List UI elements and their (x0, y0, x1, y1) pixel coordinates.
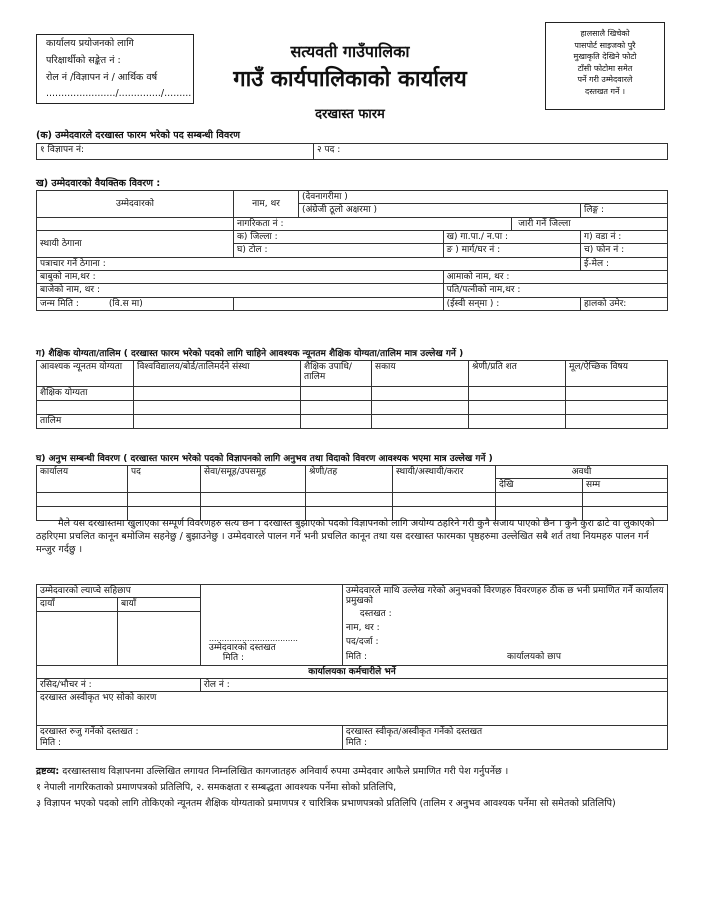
exp-cell[interactable] (37, 492, 128, 506)
edu-cell[interactable] (469, 387, 566, 401)
reject-reason-field[interactable]: दरखास्त अस्वीकृत भए सोको कारण (37, 692, 668, 726)
checker-date: मिति : (40, 737, 62, 748)
col-faculty: सकाय (372, 361, 469, 387)
office-name: गाउँ कार्यपालिकाको कार्यालय (233, 67, 467, 92)
photo-line: पासपोर्ट साइजको पुरै (574, 40, 636, 50)
mailing-address-field[interactable]: पत्राचार गर्ने ठेगाना : (37, 257, 581, 270)
notes-intro (36, 766, 676, 779)
municipality-field[interactable]: ख) गा.पा./ न.पा : (443, 231, 580, 244)
approver-signature-field[interactable] (342, 726, 667, 750)
education-table (36, 360, 668, 429)
col-period: अवधी (496, 466, 668, 479)
age-field[interactable]: हालको उमेर: (581, 297, 668, 310)
staff-heading: कार्यालयका कर्मचारीले भर्ने (37, 665, 668, 678)
verifier-signature: दस्तखत : (359, 608, 392, 619)
col-to: सम्म (583, 479, 668, 492)
edu-cell[interactable] (469, 401, 566, 415)
roll-field[interactable]: रोल नं : (200, 679, 667, 692)
col-service: सेवा/समूह/उपसमूह (201, 466, 306, 493)
office-use-line4: ......................./............../......... (46, 88, 192, 99)
edu-cell[interactable] (134, 401, 301, 415)
photo-box-text (545, 28, 665, 98)
verification-text: उम्मेदवारले माथि उल्लेख गरेको अनुभवको विरणहरु विवरणहरु ठीक छ भनी प्रमाणित गर्ने कार्यालय प्रमुखको (345, 586, 664, 607)
col-office: कार्यालय (37, 466, 128, 493)
edu-cell[interactable] (372, 401, 469, 415)
exp-cell[interactable] (393, 492, 496, 506)
col-subject: मूल/ऐच्छिक विषय (566, 361, 668, 387)
issued-district-field[interactable]: जारी गर्ने जिल्ला (512, 217, 668, 230)
office-use-line3: रोल नं /विज्ञापन नं / आर्थिक वर्ष (46, 72, 158, 83)
office-seal-label: कार्यालयको छाप (506, 651, 561, 662)
approver-date: मिति : (345, 737, 367, 748)
photo-line: दस्तखत गर्ने । (584, 86, 626, 96)
col-level: श्रेणी/तह (306, 466, 393, 493)
candidate-date-label: मिति : (222, 653, 244, 664)
candidate-signature-label: उम्मेदवारको दस्तखत (208, 643, 276, 653)
checker-label: दरखास्त रुजु गर्नेको दस्तखत : (40, 727, 139, 738)
dob-label: जन्म मिति : (वि.स मा) (37, 297, 234, 310)
tole-field[interactable]: घ) टोल : (234, 244, 444, 257)
office-use-line2: परिक्षार्थीको सङ्केत नं : (46, 55, 121, 66)
candidate-signature-cell[interactable] (200, 585, 342, 666)
gender-field[interactable]: लिङ्ग : (581, 204, 668, 217)
citizenship-field[interactable]: नागरिकता नं : (234, 217, 512, 230)
edu-cell[interactable] (134, 387, 301, 401)
verifier-name: नाम, थर : (345, 623, 380, 634)
col-type: स्थायी/अस्थायी/करार (393, 466, 496, 493)
left-thumb-box[interactable] (118, 611, 201, 665)
row-training-label: तालिम (37, 415, 134, 429)
training-cell[interactable] (134, 415, 301, 429)
section-k-heading: (क) उम्मेदवारले दरखास्त फारम भरेको पद सम्बन्धी विवरण (36, 130, 241, 141)
exp-cell[interactable] (496, 492, 583, 506)
exp-cell[interactable] (201, 492, 306, 506)
photo-line: मुखाकृति देखिने फोटो (573, 52, 637, 62)
ward-field[interactable]: ग) वडा नं : (581, 231, 668, 244)
spouse-name-field[interactable]: पति/पत्नीको नाम,थर : (443, 284, 667, 297)
permanent-address-label: स्थायी ठेगाना (37, 231, 234, 258)
notes-intro-text: दरखास्तसाथ विज्ञापनमा उल्लिखित लगायत निम्नलिखित कागजातहरु अनिवार्य रुपमा उम्मेदवार आफैले प्रमाणित गरी पेश गर्नुपर्नेछ । (62, 766, 509, 777)
district-field[interactable]: क) जिल्ला : (234, 231, 444, 244)
verifier-date: मिति : (345, 651, 367, 662)
col-degree: शैक्षिक उपाधि/तालिम (301, 361, 372, 387)
email-field[interactable]: ई-मेल : (581, 257, 668, 270)
exp-cell[interactable] (583, 492, 668, 506)
checker-signature-field[interactable] (37, 726, 343, 750)
declaration-text: मैले यस दरखास्तमा खुलाएका सम्पूर्ण विवरणहरु सत्य छन । दरखास्त बुझाएको पदको विज्ञापनको लागि अयोग्य ठहरिने गरी कुनै सजाय पाएको छैन । कुनै कुरा ढाटे वा लुकाएको ठहरिएमा प्रचलित कानून बमोजिम सहनेछु / बुझाउनेछु । उम्मेदवारले पालन गर्ने भनी प्रचलित कानून तथा यस दरखास्त फारमका पृष्ठहरुमा उल्लेखित सबै शर्त तथा नियमहरु पालन गर्न मन्जुर गर्दछु । (36, 518, 655, 555)
edu-cell[interactable] (301, 387, 372, 401)
signature-dots: ................................... (208, 633, 298, 643)
right-thumb-label: दायाँ (37, 598, 118, 611)
candidate-label: उम्मेदवारको (37, 191, 234, 218)
phone-field[interactable]: च) फोन नं : (581, 244, 668, 257)
name-devanagari-field[interactable]: (देवनागरीमा ) (299, 191, 668, 204)
notes-item3: ३ विज्ञापन भएको पदको लागि तोकिएको न्यूनतम शैक्षिक योग्यताको प्रमाणपत्र र चारित्रिक प्रभाणपत्रको प्रतिलिपि (तालिम र अनुभव आवश्यक पर्नेमा सो समेतको प्रतिलिपि) (36, 798, 616, 809)
left-thumb-label: बायाँ (118, 598, 201, 611)
municipality-name: सत्यवती गाउँपालिका (290, 42, 410, 61)
edu-cell[interactable] (566, 401, 668, 415)
training-cell[interactable] (372, 415, 469, 429)
photo-line: टाँसी फोटोमा समेत (577, 63, 633, 73)
verifier-designation: पद/दर्जा : (345, 637, 379, 648)
section-kh-heading: ख) उम्मेदवारको वैयक्तिक विवरण : (36, 178, 161, 189)
training-cell[interactable] (469, 415, 566, 429)
exp-cell[interactable] (306, 492, 393, 506)
father-name-field[interactable]: बाबुको नाम,थर : (37, 271, 444, 284)
blank-cell (37, 217, 234, 230)
section-gh-heading: घ) अनुभ सम्बन्धी विवरण ( दरखास्त फारम भरेको पदको विज्ञापनको लागि अनुभव तथा विदाको विवरण आवश्यक भएमा मात्र उल्लेख गर्ने ) (36, 454, 493, 464)
section-k-table (36, 143, 668, 160)
section-g-heading: ग) शैक्षिक योग्यता/तालिम ( दरखास्त फारम भरेको पदको लागि चाहिने आवश्यक न्यूनतम शैक्षिक योग्यता/तालिम मात्र उल्लेख गर्ने ) (36, 349, 464, 359)
vigyapan-field[interactable]: १ विज्ञापन नं: (37, 144, 314, 160)
dob-bs-field[interactable] (234, 297, 444, 310)
approver-label: दरखास्त स्वीकृत/अस्वीकृत गर्नेको दस्तखत (345, 727, 483, 738)
col-post: पद (128, 466, 201, 493)
edu-cell[interactable] (566, 387, 668, 401)
thumbprint-label: उम्मेदवारको ल्याप्चे सहिछाप (37, 585, 201, 598)
edu-cell[interactable] (37, 401, 134, 415)
post-field[interactable]: २ पद : (314, 144, 668, 160)
receipt-field[interactable]: रसिद/भौचर नं : (37, 679, 201, 692)
notes-label: द्रष्टव्य: (36, 766, 60, 777)
mother-name-field[interactable]: आमाको नाम, थर : (443, 271, 667, 284)
dob-ad-field[interactable]: (ईस्वी सन्‌मा ) : (443, 297, 580, 310)
col-from: देखि (496, 479, 583, 492)
verification-cell[interactable] (342, 585, 667, 666)
edu-cell[interactable] (301, 401, 372, 415)
col-university: विश्वविद्यालय/बोर्ड/तालिमर्दने संस्था (134, 361, 301, 387)
office-use-line1: कार्यालय प्रयोजनको लागि (46, 38, 134, 49)
grandfather-name-field[interactable]: बाजेको नाम, थर : (37, 284, 444, 297)
exp-cell[interactable] (128, 492, 201, 506)
photo-line: हालसालै खिचेको (580, 29, 630, 38)
row-education-label: शैक्षिक योग्यता (37, 387, 134, 401)
notes-item1: १ नेपाली नागरिकताको प्रमाणपत्रको प्रतिलिपि, २. समकक्षता र सम्बद्धता आवश्यक पर्नेमा सोको प्रतिलिपि, (36, 782, 397, 793)
training-cell[interactable] (301, 415, 372, 429)
marg-field[interactable]: ङ ) मार्ग/घर नं : (443, 244, 580, 257)
form-title: दरखास्त फारम (315, 107, 385, 122)
name-english-field[interactable]: (अंग्रेजी ठूलो अक्षरमा ) (299, 204, 581, 217)
col-required-qualification: आवश्यक न्यूनतम योग्यता (37, 361, 134, 387)
name-surname-label: नाम, थर (234, 191, 299, 218)
experience-table (36, 465, 668, 521)
personal-details-table (36, 190, 668, 311)
signature-table (36, 584, 668, 750)
col-division: श्रेणी/प्रति शत (469, 361, 566, 387)
training-cell[interactable] (566, 415, 668, 429)
photo-line: पर्ने गरी उम्मेदवारले (577, 75, 633, 85)
edu-cell[interactable] (372, 387, 469, 401)
right-thumb-box[interactable] (37, 611, 118, 665)
